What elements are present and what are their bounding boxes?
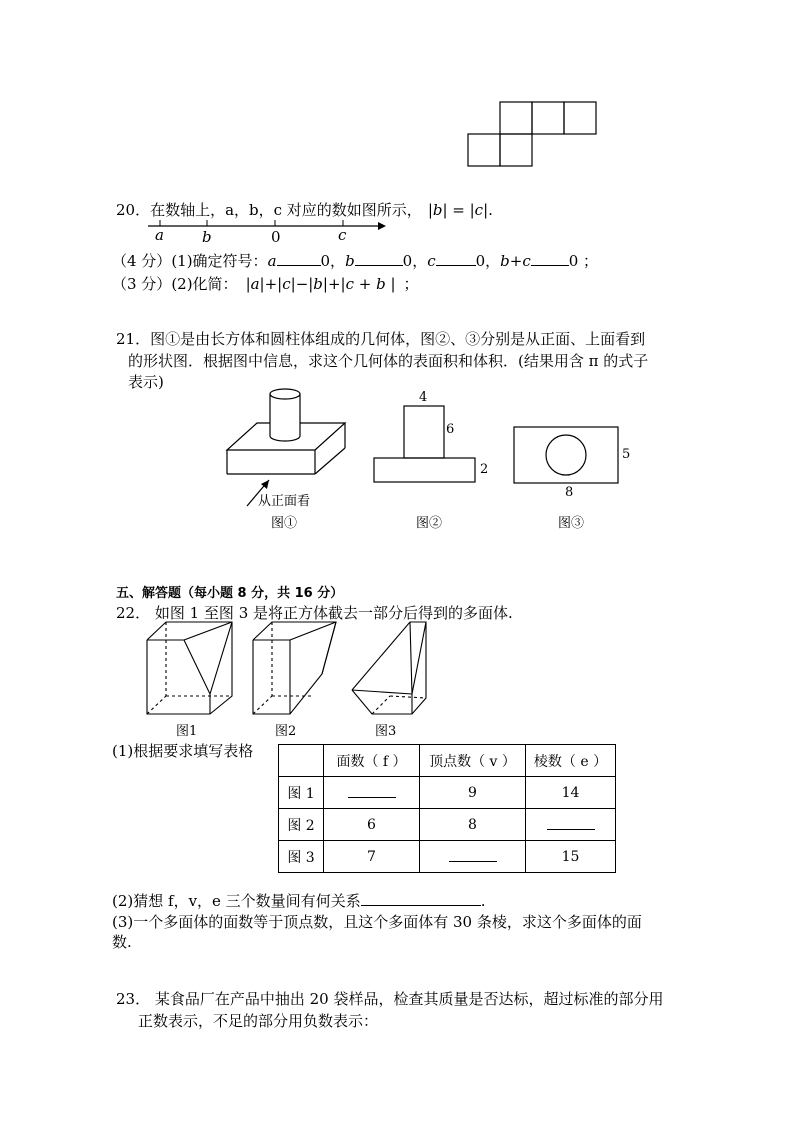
number-line <box>148 216 388 246</box>
section-title: 五、解答题（每小题 8 分，共 16 分） <box>116 586 344 601</box>
q22-fig1-caption: 图1 <box>176 724 198 739</box>
table-cell: 8 <box>420 809 526 841</box>
q20-stem: 20．在数轴上，a，b，c 对应的数如图所示， |b| = |c|. <box>116 201 493 219</box>
table-header-row <box>279 745 616 777</box>
q22-stem: 22． 如图 1 至图 3 是将正方体截去一部分后得到的多面体. <box>116 604 513 622</box>
polyhedron-fig1 <box>144 620 236 720</box>
q23-line1: 23． 某食品厂在产品中抽出 20 袋样品，检查其质量是否达标，超过标准的部分用 <box>116 990 664 1008</box>
table-cell: 图 1 <box>279 777 324 809</box>
table-cell-blank[interactable] <box>526 809 616 841</box>
q22-part3-line2: 数. <box>112 933 132 951</box>
table-cell: 15 <box>526 841 616 873</box>
q22-part1: (1)根据要求填写表格 <box>112 742 254 760</box>
fig2-front-view <box>373 404 483 484</box>
q21-line3: 表示) <box>128 373 164 391</box>
table-cell: 图 3 <box>279 841 324 873</box>
axis-label-c: c <box>338 226 347 244</box>
q21-line2: 的形状图．根据图中信息，求这个几何体的表面积和体积．(结果用含 π 的式子 <box>128 352 649 370</box>
q22-part3-line1: (3)一个多面体的面数等于顶点数，且这个多面体有 30 条棱，求这个多面体的面 <box>112 913 642 931</box>
axis-label-0: 0 <box>271 228 281 246</box>
cube-net-figure <box>466 100 598 166</box>
q22-fig3-caption: 图3 <box>375 724 397 739</box>
fig3-dim-height: 5 <box>622 447 631 462</box>
polyhedron-fig3 <box>350 620 436 720</box>
answer-blank[interactable] <box>277 251 321 266</box>
fig3-dim-width: 8 <box>565 485 574 500</box>
table-header-cell: 面数（ f ） <box>324 745 420 777</box>
table-cell: 图 2 <box>279 809 324 841</box>
table-header-cell: 顶点数（ v ） <box>420 745 526 777</box>
q20-abs-condition: |b| = |c| <box>427 201 489 219</box>
table-cell: 6 <box>324 809 420 841</box>
table-row <box>279 841 616 873</box>
q20-part1: （4 分）(1)确定符号：a 0，b 0，c 0，b+c 0 ； <box>112 252 599 270</box>
q21-line1: 21．图①是由长方体和圆柱体组成的几何体，图②、③分别是从正面、上面看到 <box>116 330 646 348</box>
answer-blank[interactable] <box>355 251 403 266</box>
table-cell: 7 <box>324 841 420 873</box>
q22-part2: (2)猜想 f，v，e 三个数量间有何关系 . <box>112 892 486 910</box>
fig2-caption: 图② <box>416 516 443 531</box>
table-header-cell <box>279 745 324 777</box>
table-row <box>279 809 616 841</box>
q23-line2: 正数表示，不足的部分用负数表示： <box>138 1012 379 1030</box>
front-view-label: 从正面看 <box>258 494 311 509</box>
fig2-dim-height: 6 <box>446 422 455 437</box>
table-header-cell: 棱数（ e ） <box>526 745 616 777</box>
table-cell: 9 <box>420 777 526 809</box>
axis-label-a: a <box>155 226 164 244</box>
table-cell-blank[interactable] <box>324 777 420 809</box>
answer-blank[interactable] <box>361 891 481 906</box>
fig3-caption: 图③ <box>558 516 585 531</box>
polyhedron-fig2 <box>250 620 342 720</box>
fig2-dim-base: 2 <box>480 462 489 477</box>
answer-blank[interactable] <box>531 251 569 266</box>
fig3-top-view <box>513 426 623 486</box>
table-row <box>279 777 616 809</box>
answer-blank[interactable] <box>436 251 476 266</box>
polyhedron-table <box>278 744 616 873</box>
table-cell: 14 <box>526 777 616 809</box>
fig1-caption: 图① <box>271 516 298 531</box>
q22-fig2-caption: 图2 <box>275 724 297 739</box>
axis-label-b: b <box>202 228 212 246</box>
fig2-dim-top: 4 <box>419 390 428 405</box>
q20-part2: （3 分）(2)化简： |a|+|c|−|b|+|c + b | ； <box>112 275 419 293</box>
table-cell-blank[interactable] <box>420 841 526 873</box>
